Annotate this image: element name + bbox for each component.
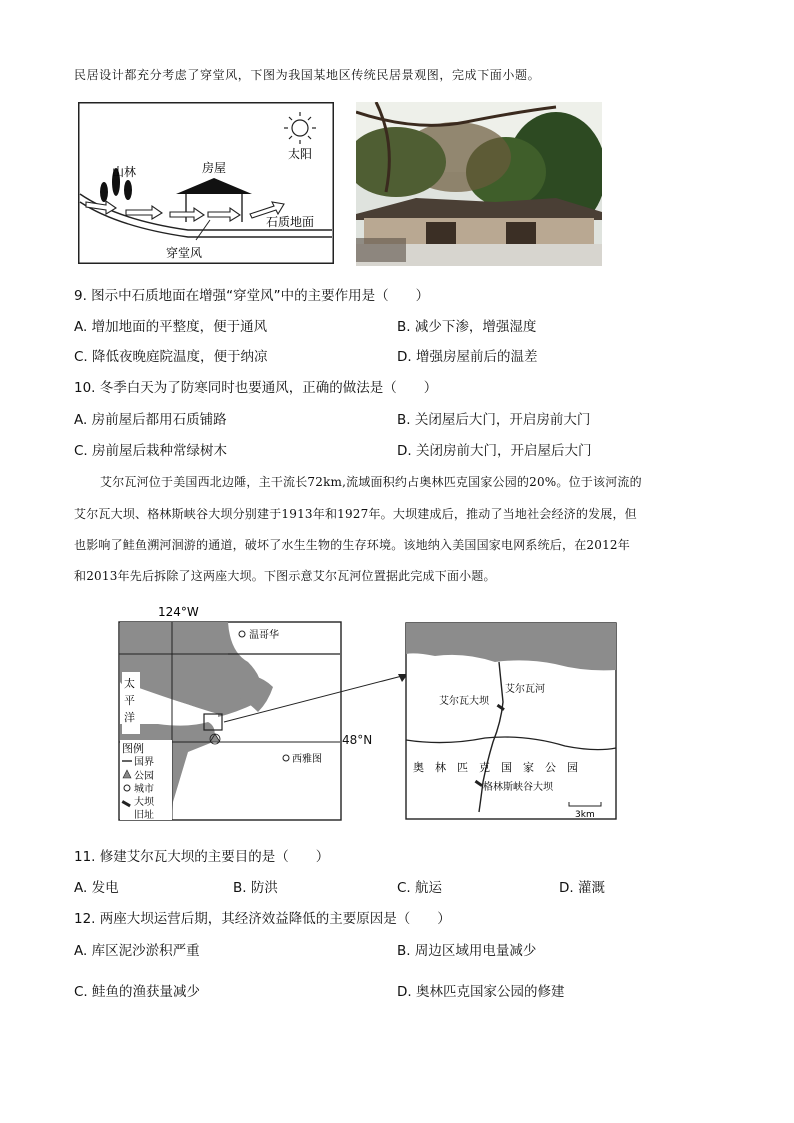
question-12-option-a[interactable]: A. 库区泥沙淤积严重	[74, 943, 200, 959]
ocean-label-2: 平	[124, 694, 135, 707]
question-10-option-d[interactable]: D. 关闭房前大门，开启屋后大门	[397, 443, 592, 459]
elwha-dam-label: 艾尔瓦大坝	[439, 696, 489, 707]
ocean-label-1: 太	[124, 677, 135, 690]
ground-label: 石质地面	[265, 215, 315, 229]
question-12-option-d[interactable]: D. 奥林匹克国家公园的修建	[397, 984, 565, 1000]
intro-paragraph-2-line-2: 艾尔瓦大坝、格林斯峡谷大坝分别建于1913年和1927年。大坝建成后，推动了当地社会经济的发展，但	[74, 507, 637, 521]
glines-dam-label: 格林斯峡谷大坝	[483, 782, 553, 793]
question-12-stem: 12. 两座大坝运营后期，其经济效益降低的主要原因是（ ）	[74, 911, 451, 927]
ocean-label-3: 洋	[124, 711, 135, 724]
house-label: 房屋	[201, 161, 227, 175]
cross-ventilation-diagram	[78, 102, 334, 264]
tree-icon	[124, 180, 132, 200]
legend-park: 公园	[134, 771, 154, 782]
sun-label: 太阳	[287, 147, 313, 161]
question-9-option-b[interactable]: B. 减少下渗，增强湿度	[397, 319, 537, 335]
question-11-option-d[interactable]: D. 灌溉	[559, 880, 605, 896]
elwha-river-label: 艾尔瓦河	[505, 684, 545, 695]
question-11-option-b[interactable]: B. 防洪	[233, 880, 278, 896]
longitude-label: 124°W	[158, 605, 199, 619]
map-connector-arrow	[222, 670, 412, 726]
question-9-option-c[interactable]: C. 降低夜晚庭院温度，便于纳凉	[74, 349, 268, 365]
intro-paragraph-2-line-4: 和2013年先后拆除了这两座大坝。下图示意艾尔瓦河位置据此完成下面小题。	[74, 569, 496, 583]
question-10-option-a[interactable]: A. 房前屋后都用石质铺路	[74, 412, 227, 428]
question-9-option-a[interactable]: A. 增加地面的平整度，便于通风	[74, 319, 268, 335]
legend-site: 旧址	[134, 810, 154, 821]
legend-city: 城市	[134, 784, 154, 795]
question-12-option-b[interactable]: B. 周边区域用电量减少	[397, 943, 537, 959]
legend-title: 图例	[122, 742, 144, 755]
legend-border: 国界	[134, 757, 154, 768]
park-name-label: 奥 林 匹 克 国 家 公 园	[413, 761, 578, 774]
seattle-label: 西雅图	[292, 754, 322, 765]
question-10-option-b[interactable]: B. 关闭屋后大门，开启房前大门	[397, 412, 591, 428]
question-11-stem: 11. 修建艾尔瓦大坝的主要目的是（ ）	[74, 849, 330, 865]
elwha-detail-map	[405, 622, 617, 820]
question-9-stem: 9. 图示中石质地面在增强“穿堂风”中的主要作用是（ ）	[74, 288, 430, 304]
latitude-label: 48°N	[342, 733, 373, 747]
wind-label: 穿堂风	[165, 246, 203, 260]
question-9-option-d[interactable]: D. 增强房屋前后的温差	[397, 349, 538, 365]
vancouver-label: 温哥华	[249, 630, 279, 641]
legend-dam: 大坝	[134, 797, 154, 808]
traditional-house-photo	[356, 102, 602, 266]
vancouver-city-icon	[239, 631, 245, 637]
question-12-option-c[interactable]: C. 鲑鱼的渔获量减少	[74, 984, 201, 1000]
forest-label: 山林	[111, 165, 137, 179]
scale-label: 3km	[575, 810, 595, 820]
question-10-stem: 10. 冬季白天为了防寒同时也要通风，正确的做法是（ ）	[74, 380, 438, 396]
question-11-option-a[interactable]: A. 发电	[74, 880, 119, 896]
intro-paragraph-2-line-3: 也影响了鲑鱼溯河洄游的通道，破坏了水生生物的生存环境。该地纳入美国国家电网系统后，在2012年	[74, 538, 630, 552]
question-11-option-c[interactable]: C. 航运	[397, 880, 443, 896]
question-10-option-c[interactable]: C. 房前屋后栽种常绿树木	[74, 443, 228, 459]
seattle-city-icon	[283, 755, 289, 761]
intro-paragraph-1: 民居设计都充分考虑了穿堂风，下图为我国某地区传统民居景观图，完成下面小题。	[74, 68, 541, 82]
tree-icon	[100, 182, 108, 202]
intro-paragraph-2-line-1: 艾尔瓦河位于美国西北边陲，主干流长72km,流域面积约占奥林匹克国家公园的20%。位于该河流的	[100, 475, 642, 489]
